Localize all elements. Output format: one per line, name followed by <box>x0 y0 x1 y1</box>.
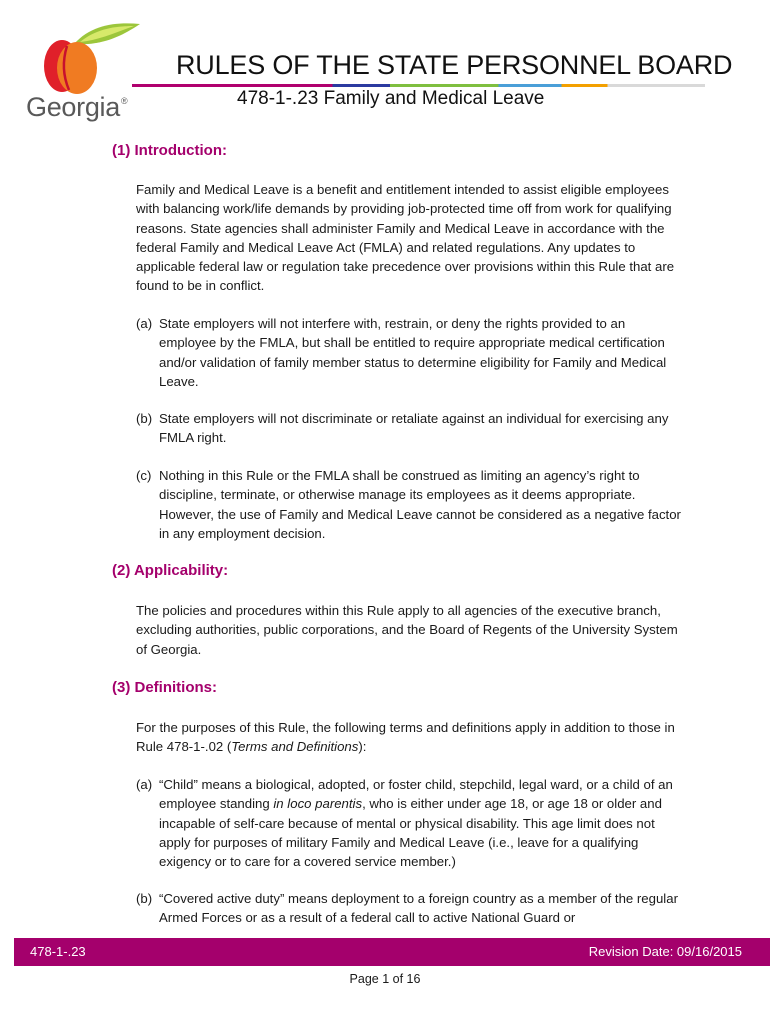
list-text: “Child” means a biological, adopted, or foster child, stepchild, legal ward, or a child of an employee standing in loco parentis, who is either under age 18, or age 18 or older and incapable of self-care because of mental or physical disability. This age limit does not apply for purposes of military Family and Medical Leave (i.e., leave for a qualifying exigency or to care for a covered service member.) <box>159 777 673 870</box>
list-text: State employers will not discriminate or retaliate against an individual for exercising any FMLA right. <box>159 411 669 446</box>
list-item <box>136 466 684 543</box>
list-text: Nothing in this Rule or the FMLA shall be construed as limiting an agency’s right to discipline, terminate, or otherwise manage its employees as it deems appropriate. However, the use of Family and Medical Leave cannot be considered as a negative factor in any employment decision. <box>159 468 681 541</box>
footer-rule-number: 478-1-.23 <box>30 944 86 959</box>
list-label: (a) <box>136 316 153 331</box>
list-label: (a) <box>136 777 153 792</box>
list-text: State employers will not interfere with, restrain, or deny the rights provided to an employee by the FMLA, but shall be entitled to require appropriate medical certification and/or validation of family member status to determine eligibility for Family and Medical Leave. <box>159 316 667 389</box>
page-subtitle: 478-1-.23 Family and Medical Leave <box>237 88 545 109</box>
list-label: (b) <box>136 411 153 426</box>
list-item <box>136 314 684 391</box>
page-title: RULES OF THE STATE PERSONNEL BOARD <box>176 50 733 80</box>
list-text: “Covered active duty” means deployment to a foreign country as a member of the regular Armed Forces or as a result of a federal call to active National Guard or <box>159 891 678 926</box>
list-label: (c) <box>136 468 152 483</box>
title-rule <box>132 84 705 87</box>
list-item <box>136 409 684 448</box>
section-heading-introduction: (1) Introduction: <box>112 142 227 159</box>
section-heading-definitions: (3) Definitions: <box>112 679 217 696</box>
list-label: (b) <box>136 891 153 906</box>
footer-revision-date: Revision Date: 09/16/2015 <box>588 944 742 959</box>
page-number: Page 1 of 16 <box>349 972 421 986</box>
list-item <box>136 775 684 871</box>
georgia-wordmark: Georgia® <box>26 92 128 122</box>
list-item <box>136 889 684 928</box>
applicability-paragraph: The policies and procedures within this Rule apply to all agencies of the executive branch, excluding authorities, public corporations, and the Board of Regents of the University System of Georgia. <box>136 603 678 657</box>
definitions-paragraph: For the purposes of this Rule, the following terms and definitions apply in addition to those in Rule 478-1-.02 (Terms and Definitions): <box>136 720 675 755</box>
section-heading-applicability: (2) Applicability: <box>112 562 229 579</box>
introduction-paragraph: Family and Medical Leave is a benefit and entitlement intended to assist eligible employees with balancing work/life demands by providing job-protected time off from work for qualifying reasons. State agencies shall administer Family and Medical Leave in accordance with the federal Family and Medical Leave Act (FMLA) and related regulations. Any updates to applicable federal law or regulation take precedence over provisions within this Rule that are found to be in conflict. <box>136 182 675 294</box>
footer-bar <box>14 938 770 966</box>
